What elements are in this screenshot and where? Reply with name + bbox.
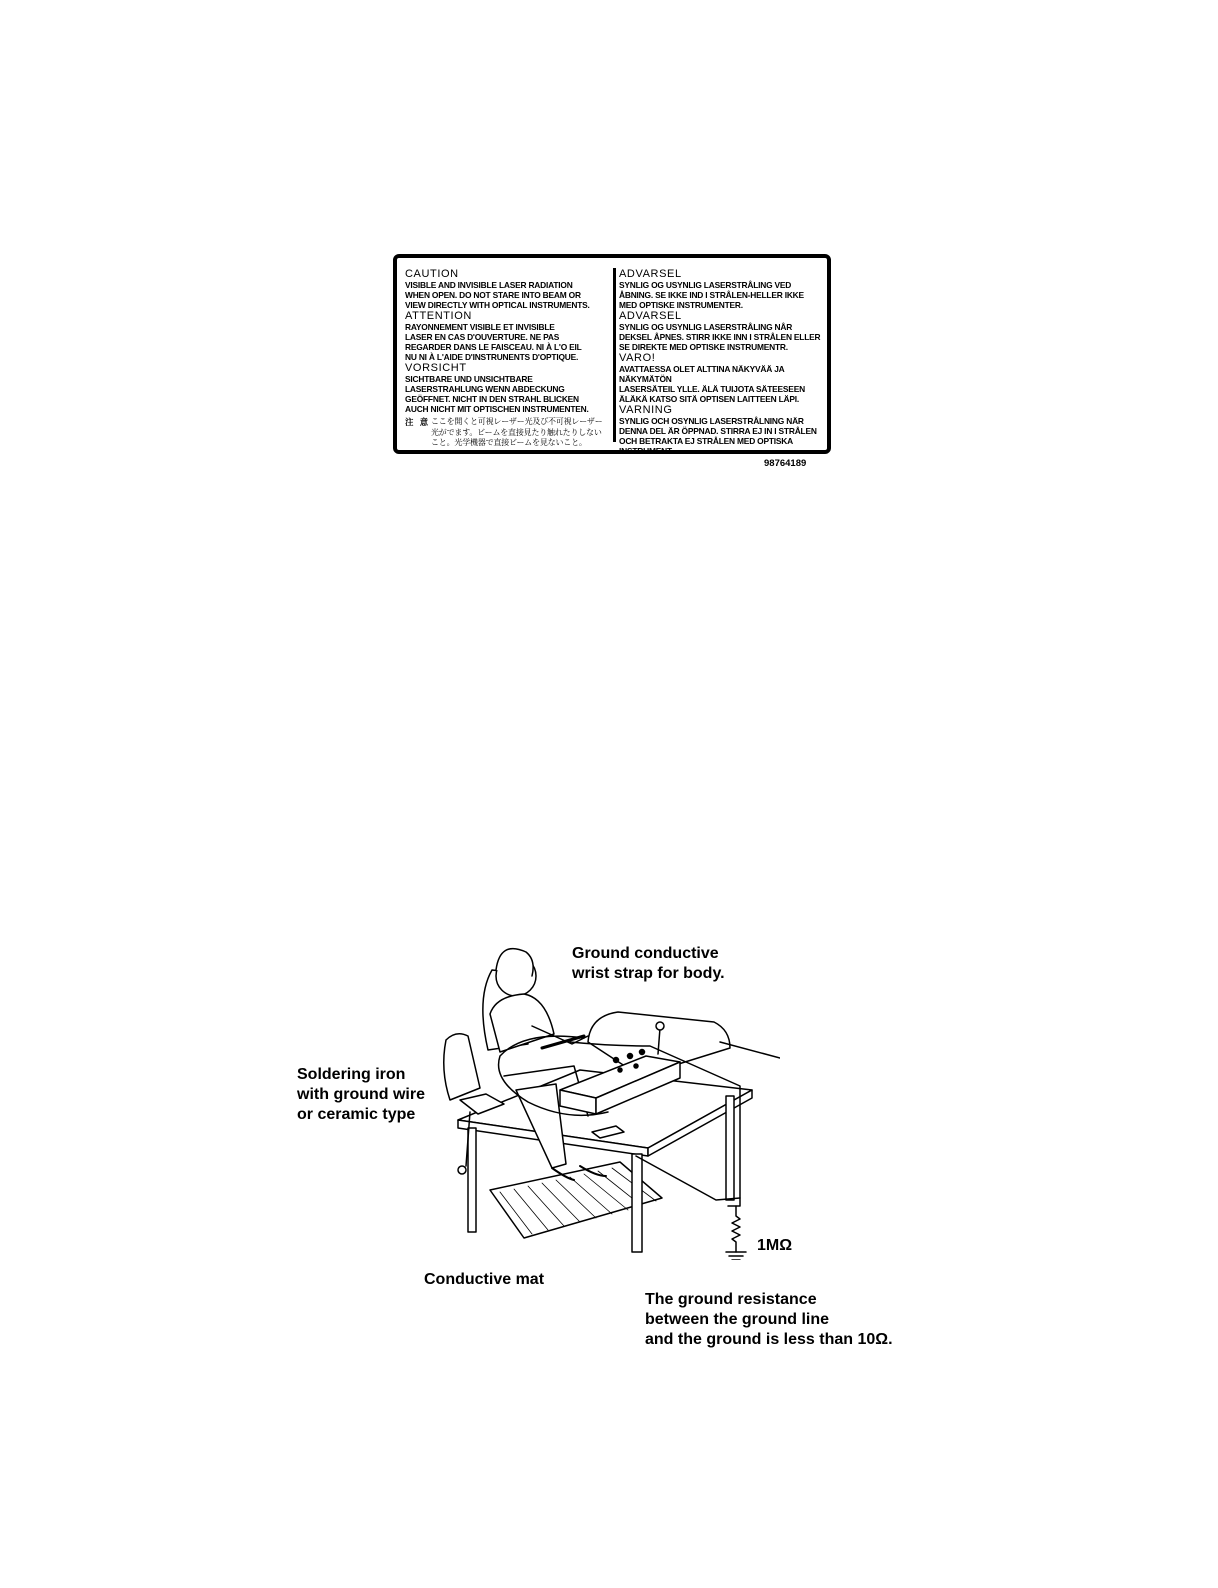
label-divider: [613, 268, 616, 442]
vorsicht-text: SICHTBARE UND UNSICHTBARE LASERSTRAHLUNG WENN ABDECKUNG GEÖFFNET. NICHT IN DEN STRAHL BLICKEN AUCH NICHT MIT OPTISCHEN INSTRUMENTEN.: [405, 374, 589, 414]
conductive-mat-callout: Conductive mat: [424, 1271, 545, 1288]
advarsel-text-danish: SYNLIG OG USYNLIG LASERSTRÅLING VED ÅBNING. SE IKKE IND I STRÅLEN-HELLER IKKE MED OPTISKE INSTRUMENTER.: [619, 280, 804, 310]
wrist-strap-callout: Ground conductive wrist strap for body.: [572, 945, 725, 982]
advarsel-heading-norwegian: ADVARSEL: [619, 310, 682, 322]
caution-text: VISIBLE AND INVISIBLE LASER RADIATION WHEN OPEN. DO NOT STARE INTO BEAM OR VIEW DIRECTLY WITH OPTICAL INSTRUMENTS.: [405, 280, 590, 310]
attention-heading: ATTENTION: [405, 310, 472, 322]
varning-heading: VARNING: [619, 404, 673, 416]
vorsicht-heading: VORSICHT: [405, 362, 467, 374]
resistor-callout: 1MΩ: [757, 1237, 793, 1254]
advarsel-heading-danish: ADVARSEL: [619, 268, 682, 280]
laser-caution-label: [393, 254, 831, 454]
varo-heading: VARO!: [619, 352, 656, 364]
label-right-column: [619, 268, 829, 456]
label-left-column: [405, 268, 613, 449]
ground-resistance-callout: The ground resistance between the ground line and the ground is less than 10Ω.: [645, 1291, 893, 1348]
wall-line: [720, 1042, 780, 1058]
caution-heading: CAUTION: [405, 268, 459, 280]
label-part-number: 98764189: [764, 458, 807, 469]
attention-text: RAYONNEMENT VISIBLE ET INVISIBLE LASER EN CAS D'OUVERTURE. NE PAS REGARDER DANS LE FAISCEAU. NI À L'O EIL NU NI À L'AIDE D'INSTRUNENTS D'OPTIQUE.: [405, 322, 582, 362]
japanese-text: ここを開くと可視レーザー光及び不可視レーザー 光がでます。ビームを直接見たり触れたりしない こと。光学機器で直接ビームを見ないこと。: [431, 417, 603, 447]
advarsel-text-norwegian: SYNLIG OG USYNLIG LASERSTRÅLING NÅR DEKSEL ÅPNES. STIRR IKKE INN I STRÅLEN ELLER SE DIREKTE MED OPTISKE INSTRUMENTR.: [619, 322, 821, 352]
japanese-warning: [405, 417, 613, 449]
varo-text: AVATTAESSA OLET ALTTINA NÄKYVÄÄ JA NÄKYMÄTÖN LASERSÄTEIL YLLE. ÄLÄ TUIJOTA SÄTEESEEN ÄLÄKÄ KATSO SITÄ OPTISEN LAITTEEN LÄPI.: [619, 364, 805, 404]
japanese-heading: 注 意: [405, 417, 431, 427]
soldering-iron-callout: Soldering iron with ground wire or ceramic type: [297, 1066, 425, 1123]
varning-text: SYNLIG OCH OSYNLIG LASERSTRÅLNING NÄR DENNA DEL ÄR ÖPPNAD. STIRRA EJ IN I STRÅLEN OCH BETRAKTA EJ STRÅLEN MED OPTISKA INSTRUMENT.: [619, 416, 817, 456]
